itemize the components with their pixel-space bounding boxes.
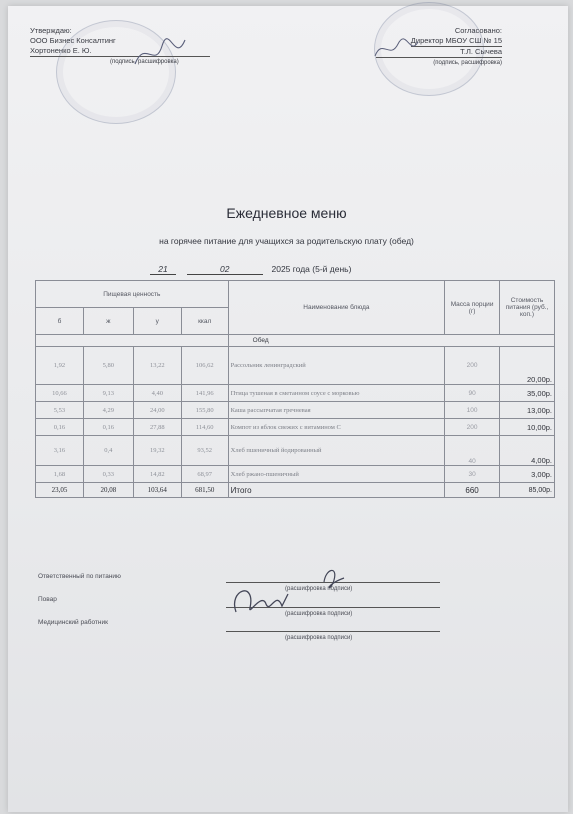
- page-title: Ежедневное меню: [226, 205, 347, 221]
- responsible-signature-icon: [226, 560, 356, 620]
- table-row: 1,68 0,33 14,82 68,97 Хлеб ржано-пшеничный 30 3,00р.: [36, 466, 555, 483]
- menu-table: [35, 280, 555, 498]
- approval-right-person: Т.Л. Сычева: [460, 47, 502, 56]
- kcal-header: ккал: [181, 308, 228, 335]
- table-row: 5,53 4,29 24,00 155,80 Каша рассыпчатая гречневая 100 13,00р.: [36, 402, 555, 419]
- date-line: [150, 264, 351, 275]
- carb-header: у: [133, 308, 181, 335]
- date-suffix: 2025 года (5-й день): [271, 264, 352, 274]
- protein-header: б: [36, 308, 84, 335]
- total-row: 23,05 20,08 103,64 681,50 Итого 660 85,00р.: [36, 483, 555, 498]
- responsible-caption: (расшифровка подписи): [285, 586, 353, 592]
- approval-left-org: ООО Бизнес Консалтинг: [30, 36, 116, 45]
- cook-label: Повар: [38, 596, 57, 603]
- cook-caption: (расшифровка подписи): [285, 611, 353, 617]
- page-subtitle: на горячее питание для учащихся за родительскую плату (обед): [159, 236, 414, 246]
- responsible-food-label: Ответственный по питанию: [38, 573, 121, 580]
- price-header: Стоимость питания (руб., коп.): [500, 281, 555, 335]
- total-label: Итого: [228, 483, 444, 498]
- approval-right-caption: (подпись, расшифровка): [433, 60, 502, 66]
- dish-header: Наименование блюда: [228, 281, 444, 335]
- approval-left-heading: Утверждаю:: [30, 26, 72, 35]
- approval-left-person: Хортоненко Е. Ю.: [30, 46, 92, 55]
- date-month: 02: [187, 264, 263, 275]
- table-row: 3,16 0,4 19,32 93,52 Хлеб пшеничный йодированный 40 4,00р.: [36, 436, 555, 466]
- approval-right-heading: Согласовано:: [454, 26, 502, 35]
- fat-header: ж: [83, 308, 133, 335]
- medic-caption: (расшифровка подписи): [285, 635, 353, 641]
- table-row: 0,16 0,16 27,88 114,60 Компот из яблок свежих с витамином С 200 10,00р.: [36, 419, 555, 436]
- approval-right-org: Директор МБОУ СШ № 15: [410, 36, 502, 45]
- date-day: 21: [150, 264, 176, 275]
- table-row: 1,92 5,80 13,22 106,62 Рассольник ленинградский 200 20,00р.: [36, 347, 555, 385]
- nutrition-group-header: Пищевая ценность: [36, 281, 229, 308]
- table-row: 10,66 9,13 4,40 141,96 Птица тушеная в сметанном соусе с морковью 90 35,00р.: [36, 385, 555, 402]
- right-signature-icon: [372, 34, 422, 64]
- approval-left-caption: (подпись, расшифровка): [110, 59, 179, 65]
- medic-label: Медицинский работник: [38, 619, 108, 626]
- left-signature-icon: [130, 34, 190, 74]
- mass-header: Масса порции (г): [445, 281, 500, 335]
- section-label: Обед: [228, 335, 554, 347]
